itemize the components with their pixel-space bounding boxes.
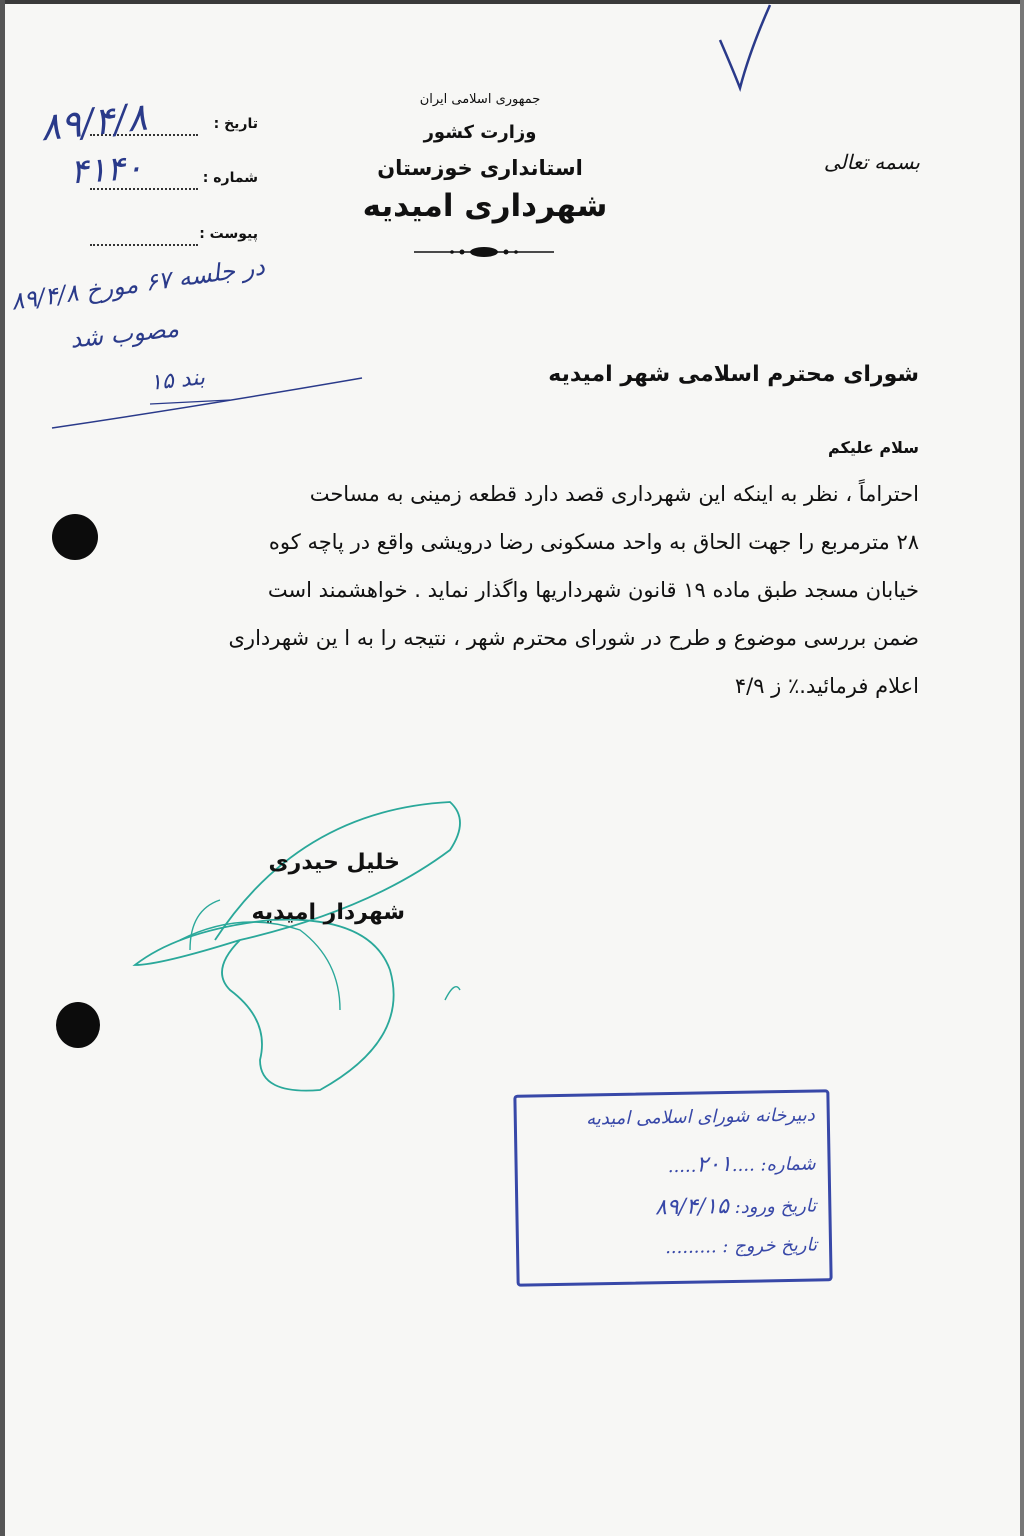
stamp-title: دبیرخانه شورای اسلامی امیدیه — [585, 1104, 815, 1130]
number-handwritten: ۴۱۴۰ — [68, 147, 145, 193]
attachment-dots — [90, 242, 198, 246]
date-handwritten: ۸۹/۴/۸ — [37, 94, 150, 150]
stamp-entry-row — [655, 1193, 817, 1221]
attachment-label: پیوست : — [199, 226, 258, 242]
scan-edge-top — [0, 0, 1024, 4]
margin-note-line1: در جلسه ۶۷ مورخ ۸۹/۴/۸ — [9, 252, 267, 316]
header-ornament — [414, 246, 554, 258]
stamp-exit-row: تاریخ خروج : ......... — [664, 1234, 818, 1259]
check-mark — [715, 0, 775, 95]
scan-edge-right — [1020, 0, 1024, 1536]
body-line-4: ضمن بررسی موضوع و طرح در شورای محترم شهر ، نتیجه را به ا ین شهرداری — [228, 626, 919, 650]
bismillah-calligraphy: بسمه تعالی — [823, 150, 920, 174]
date-label: تاریخ : — [213, 116, 258, 132]
stamp-number-row: شماره: ....۲۰۱..... — [667, 1151, 816, 1178]
recipient-heading: شورای محترم اسلامی شهر امیدیه — [548, 362, 919, 387]
stamp-number-value: ۲۰۱ — [696, 1151, 733, 1178]
stamp-exit-label: تاریخ خروج : — [722, 1234, 818, 1258]
punch-hole-bottom — [56, 1002, 100, 1048]
margin-note-underline — [50, 376, 370, 432]
municipality-name: شهرداری امیدیه — [362, 188, 608, 224]
stamp-entry-value: ۸۹/۴/۱۵ — [654, 1194, 730, 1221]
body-line-3: خیابان مسجد طبق ماده ۱۹ قانون شهرداریها واگذار نماید . خواهشمند است — [267, 578, 919, 602]
country-name: جمهوری اسلامی ایران — [419, 92, 541, 107]
greeting: سلام علیکم — [827, 438, 919, 457]
stamp-number-label: شماره: — [760, 1153, 816, 1176]
punch-hole-top — [52, 514, 98, 560]
stamp-entry-label: تاریخ ورود: — [734, 1195, 817, 1218]
signature-scribble — [120, 790, 480, 1100]
registry-stamp — [513, 1089, 832, 1286]
scan-edge-left — [0, 0, 5, 1536]
margin-note-line3: بند ۱۵ — [148, 365, 207, 396]
margin-note-line2: مصوب شد — [68, 314, 181, 354]
signatory-name: خلیل حیدری — [268, 850, 400, 875]
number-label: شماره : — [202, 170, 258, 186]
province-name: استانداری خوزستان — [377, 156, 583, 180]
body-line-1: احتراماً ، نظر به اینکه این شهرداری قصد دارد قطعه زمینی به مساحت — [309, 482, 919, 506]
ministry-name: وزارت کشور — [423, 122, 537, 143]
body-line-5: اعلام فرمائید.٪ ز ۴/۹ — [734, 674, 919, 698]
signatory-title: شهردار امیدیه — [251, 900, 405, 925]
body-line-2: ۲۸ مترمربع را جهت الحاق به واحد مسکونی رضا درویشی واقع در پاچه کوه — [268, 530, 919, 554]
